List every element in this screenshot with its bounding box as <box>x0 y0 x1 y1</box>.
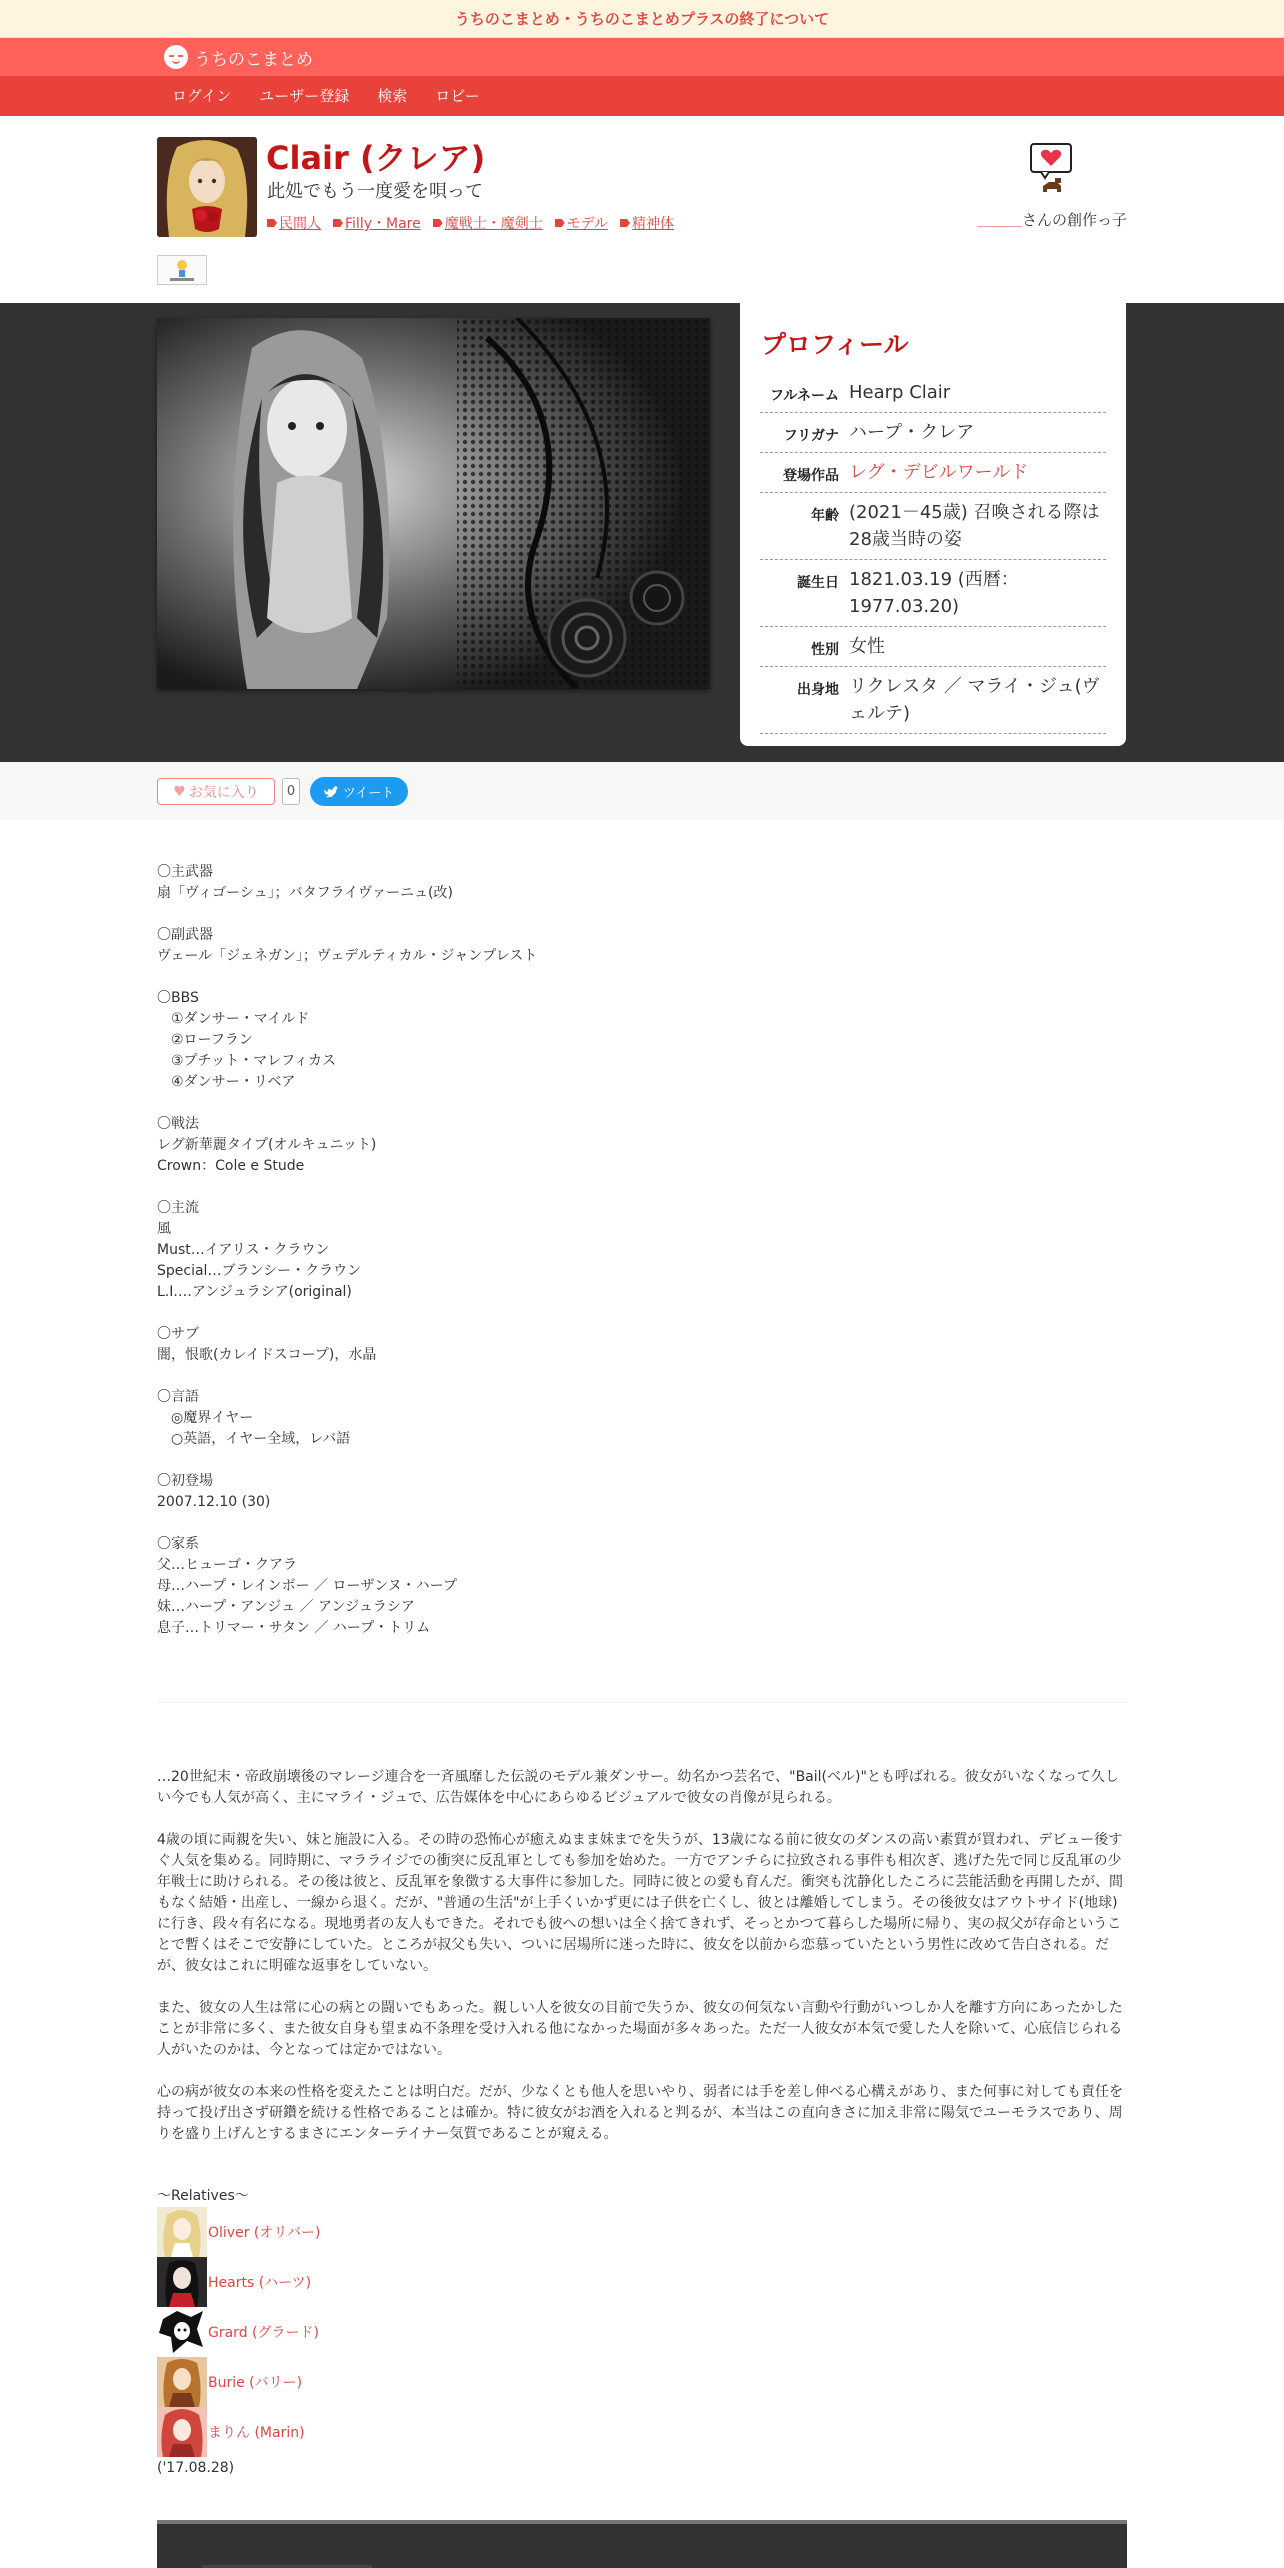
nav-bar <box>0 76 1284 116</box>
favorite-label: お気に入り <box>188 784 259 801</box>
profile-label: フリガナ <box>783 428 839 444</box>
detail-block-debut: 〇初登場 2007.12.10 (30) <box>157 1473 271 1510</box>
relative-thumbnail <box>157 2207 207 2257</box>
character-story <box>157 1767 1127 2166</box>
relative-thumbnail <box>157 2407 207 2457</box>
tag-civilian[interactable] <box>267 213 321 233</box>
detail-block-family: 〇家系 父…ヒューゴ・クアラ 母…ハープ・レインボー ／ ローザンヌ・ハープ 妹…ハープ・アンジュ ／ アンジュラシア 息子…トリマー・サタン ／ ハープ・トリム <box>157 1536 457 1636</box>
creator-heart-icon <box>1027 142 1075 197</box>
tweet-button[interactable] <box>310 777 408 806</box>
detail-block-sub-weapon: 〇副武器 ヴェール「ジェネガン」；ヴェデルティカル・ジャンプレスト <box>157 927 538 964</box>
character-avatar[interactable] <box>157 137 257 237</box>
tag-model[interactable] <box>555 213 608 233</box>
brand-logo[interactable] <box>164 45 313 69</box>
profile-row-series <box>760 453 1106 493</box>
face-logo-icon <box>164 45 188 69</box>
twitter-bird-icon <box>324 786 338 798</box>
relative-link[interactable]: Oliver (オリバー) <box>208 2225 321 2241</box>
tag-icon <box>267 219 277 227</box>
tag-filly-mare[interactable] <box>333 213 421 233</box>
character-name: Clair (クレア) <box>266 139 486 177</box>
profile-row-birthday <box>760 560 1106 627</box>
nav-search[interactable]: 検索 <box>377 87 408 105</box>
creator-credit <box>977 209 1127 230</box>
relative-link[interactable]: Grard (グラード) <box>208 2325 319 2341</box>
detail-block-main-style: 〇主流 風 Must…イアリス・クラウン Special…ブランシー・クラウン L.I.…アンジュラシア(original) <box>157 1200 362 1300</box>
tag-spirit[interactable] <box>620 213 674 233</box>
favorite-count: 0 <box>282 778 300 805</box>
profile-label: 登場作品 <box>783 468 839 484</box>
profile-value: (2021－45歳) 召喚される際は28歳当時の姿 <box>849 502 1100 550</box>
update-date: ('17.08.28) <box>157 2460 235 2476</box>
creator-info[interactable] <box>975 142 1129 232</box>
relative-item[interactable] <box>157 2207 757 2257</box>
story-paragraph: …20世紀末・帝政崩壊後のマレージ連合を一斉風靡した伝説のモデル兼ダンサー。幼名かつ芸名で、"Bail(ベル)"とも呼ばれる。彼女がいなくなって久しい今でも人気が高く、主にマライ・ジュで、広告媒体を中心にあらゆるビジュアルで彼女の肖像が見られる。 <box>157 1769 1119 1806</box>
story-paragraph: 4歳の頃に両親を失い、妹と施設に入る。その時の恐怖心が癒えぬまま妹までを失うが、13歳になる前に彼女のダンスの高い素質が買われ、デビュー後すぐ人気を集める。同時期に、マラライジでの衝突に反乱軍としても参加を始めた。一方でアンチらに拉致される事件も相次ぎ、逃げた先で同じ反乱軍の少年戦士に助けられる。その後は彼と、反乱軍を象徴する大事件に参加した。同時に彼との愛も育んだ。衝突も沈静化したころに芸能活動を再開したが、間もなく結婚・出産し、一線から退く。だが、"普通の生活"が上手くいかず更には子供を亡くし、彼とは離婚してしまう。その後彼女はアウトサイド(地球)に行き、段々有名になる。現地勇者の友人もできた。それでも彼への想いは全く捨てきれず、そっとかつて暮らした場所に帰り、実の叔父が存命ということで暫くはそこで安静にしていた。ところが叔父も失い、ついに居場所に迷った時に、彼女を以前から恋慕っていたという男性に改めて告白される。だが、彼女はこれに明確な返事をしていない。 <box>157 1832 1123 1974</box>
tag-label: モデル <box>566 216 609 232</box>
profile-label: 出身地 <box>797 682 839 698</box>
section-divider <box>157 1702 1127 1703</box>
creator-suffix: さんの創作っ子 <box>1021 211 1127 229</box>
profile-value: 1821.03.19 (西暦：1977.03.20) <box>849 569 1019 617</box>
award-badge-icon[interactable] <box>157 255 207 285</box>
detail-block-sub: 〇サブ 闇，恨歌(カレイドスコープ)，水晶 <box>157 1326 377 1363</box>
profile-value: ハープ・クレア <box>849 422 975 443</box>
story-paragraph: また、彼女の人生は常に心の病との闘いでもあった。親しい人を彼女の目前で失うか、彼女の何気ない言動や行動がいつしか人を離す方向にあったかしたことが非常に多く、また彼女自身も望まぬ不条理を受け入れる他になかった場面が多々あった。ただ一人彼女が本気で愛した人を除いて、心底信じられる人がいたのかは、今となっては定かではない。 <box>157 2000 1123 2058</box>
relative-link[interactable]: Hearts (ハーツ) <box>208 2275 312 2291</box>
profile-title: プロフィール <box>761 330 909 359</box>
tag-icon <box>333 219 343 227</box>
nav-register[interactable]: ユーザー登録 <box>259 87 350 105</box>
profile-label: 年齢 <box>811 508 839 524</box>
relatives-heading: ～Relatives～ <box>157 2188 249 2204</box>
footer-panel <box>157 2520 1127 2568</box>
character-illustration[interactable] <box>157 318 710 689</box>
profile-card <box>740 303 1126 746</box>
notice-link[interactable]: うちのこまとめ・うちのこまとめプラスの終了について <box>454 10 830 28</box>
detail-block-main-weapon: 〇主武器 扇「ヴィゴーシュ」；バタフライヴァーニュ(改) <box>157 864 453 901</box>
profile-row-fullname <box>760 373 1106 413</box>
tag-icon <box>433 219 443 227</box>
tag-label: 民間人 <box>279 216 321 232</box>
relatives-section <box>157 2186 757 2479</box>
relative-thumbnail <box>157 2357 207 2407</box>
relative-link[interactable]: Burie (バリー) <box>208 2375 303 2391</box>
detail-block-language: 〇言語 ◎魔界イヤー ○英語，イヤー全域，レバ語 <box>157 1389 351 1447</box>
brand-name: うちのこまとめ <box>194 49 313 70</box>
tag-icon <box>555 219 565 227</box>
tag-label: Filly・Mare <box>345 216 421 232</box>
character-details <box>157 862 1127 1660</box>
relative-item[interactable] <box>157 2407 757 2457</box>
nav-lobby[interactable]: ロビー <box>435 87 480 105</box>
relative-item[interactable] <box>157 2257 757 2307</box>
tag-magic-warrior[interactable] <box>433 213 543 233</box>
relative-thumbnail <box>157 2307 207 2357</box>
profile-label: 性別 <box>811 642 839 658</box>
tag-list <box>267 213 674 233</box>
relative-link[interactable]: まりん (Marin) <box>208 2425 305 2441</box>
profile-row-gender <box>760 627 1106 667</box>
favorite-button[interactable] <box>157 778 275 805</box>
profile-row-age <box>760 493 1106 560</box>
profile-label: フルネーム <box>769 388 839 404</box>
profile-value: Hearp Clair <box>849 382 951 403</box>
nav-login[interactable]: ログイン <box>172 87 232 105</box>
brand-bar <box>0 38 1284 76</box>
heart-icon: ♥ <box>173 783 186 800</box>
creator-link[interactable]: ＿＿＿ <box>976 211 1022 229</box>
relative-item[interactable] <box>157 2357 757 2407</box>
profile-table <box>760 373 1106 734</box>
profile-row-birthplace <box>760 667 1106 734</box>
detail-block-bbs: 〇BBS ①ダンサー・マイルド ②ローフラン ③プチット・マレフィカス ④ダンサー・リベア <box>157 990 337 1090</box>
profile-row-furigana <box>760 413 1106 453</box>
story-paragraph: 心の病が彼女の本来の性格を変えたことは明白だ。だが、少なくとも他人を思いやり、弱者には手を差し伸べる心構えがあり、また何事に対しても責任を持って投げ出さず研鑽を続ける性格であることは確か。特に彼女がお酒を入れると判るが、本当はこの直向きさに加え非常に陽気でユーモラスであり、周りを盛り上げんとするまさにエンターテイナー気質であることが窺える。 <box>157 2084 1123 2142</box>
relative-thumbnail <box>157 2257 207 2307</box>
tag-icon <box>620 219 630 227</box>
profile-value: リクレスタ ／ マライ・ジュ(ヴェルテ) <box>849 676 1100 724</box>
character-catchphrase: 此処でもう一度愛を唄って <box>267 181 483 202</box>
tweet-label: ツイート <box>342 786 395 801</box>
detail-block-tactics: 〇戦法 レグ新華麗タイプ(オルキュニット) Crown：Cole e Stude <box>157 1116 377 1174</box>
relative-item[interactable] <box>157 2307 757 2357</box>
notice-bar <box>0 0 1284 38</box>
profile-series-link[interactable]: レグ・デビルワールド <box>849 462 1029 483</box>
nav-list <box>158 76 494 116</box>
profile-label: 誕生日 <box>797 575 839 591</box>
profile-value: 女性 <box>849 636 885 657</box>
tag-label: 魔戦士・魔剣士 <box>444 216 543 232</box>
tag-label: 精神体 <box>632 216 675 232</box>
